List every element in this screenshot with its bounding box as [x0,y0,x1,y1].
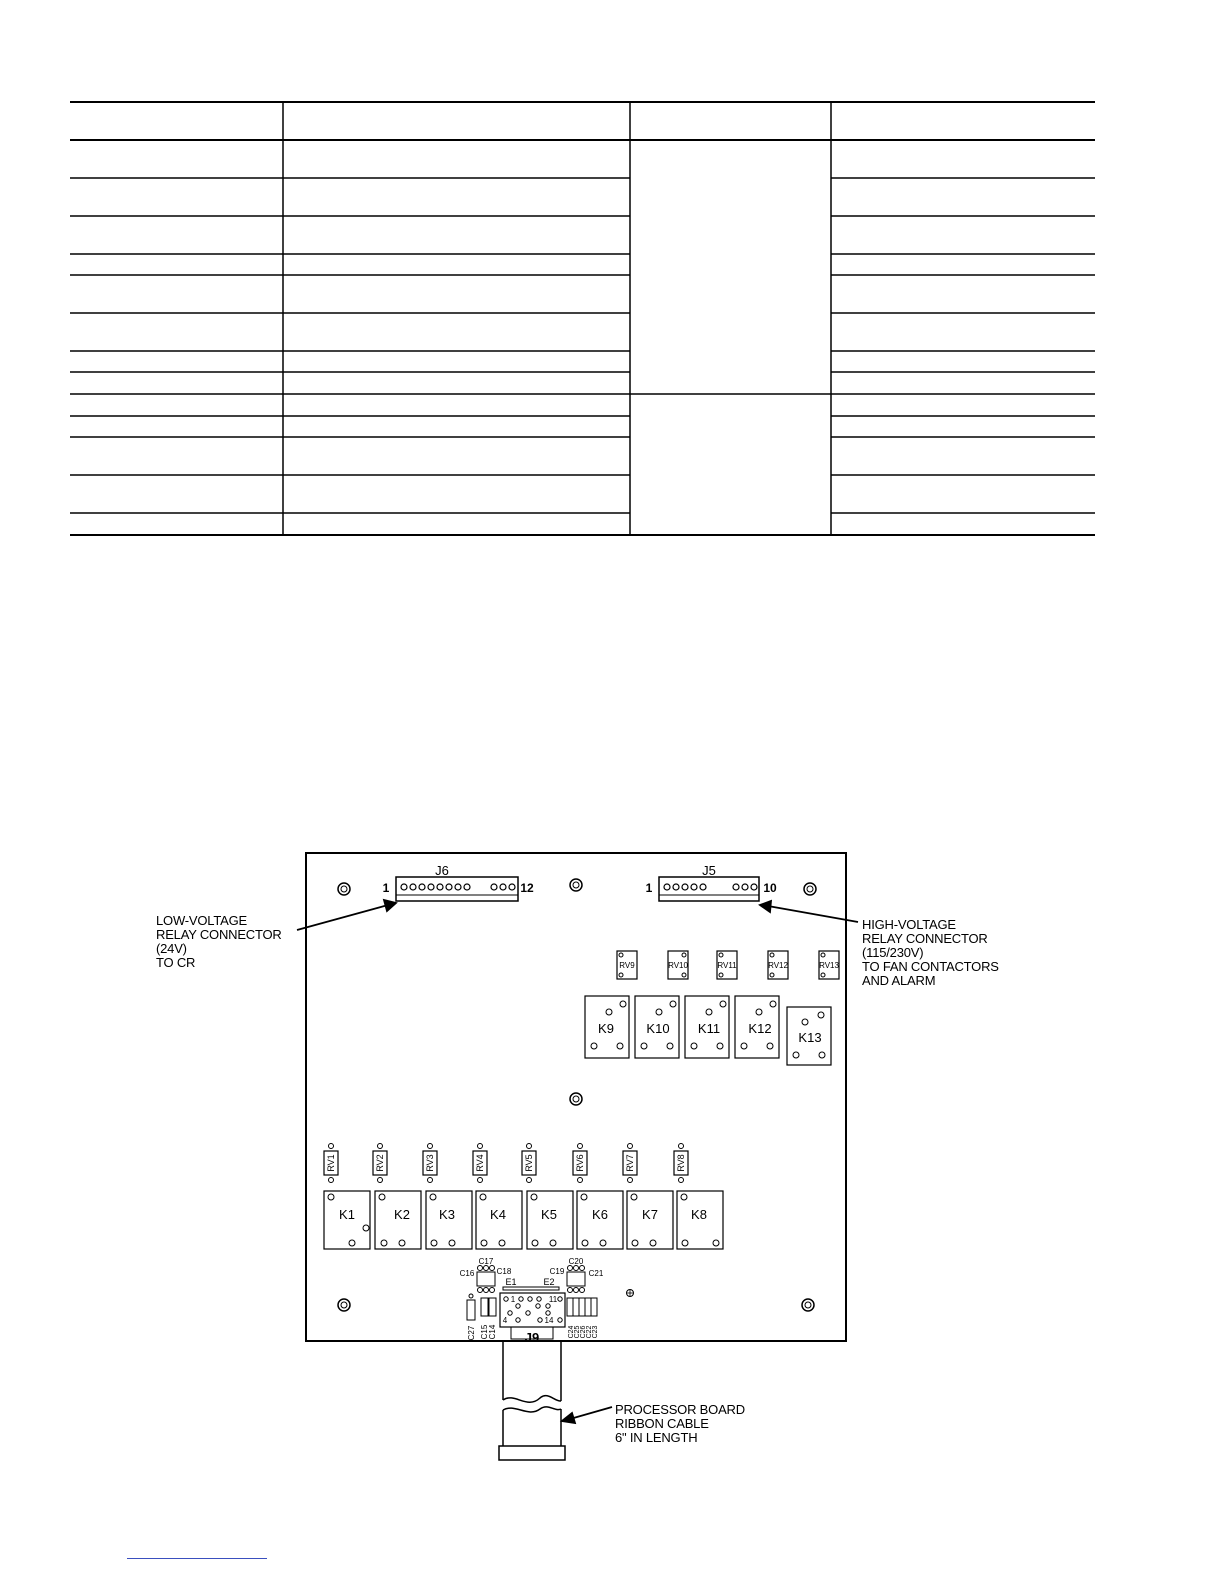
header-pin-1-label: 1 [510,1295,516,1304]
relay-k1-label: K1 [339,1207,355,1222]
header-pin-4-label: 4 [502,1316,508,1325]
varistor-rv9-label: RV9 [619,961,635,970]
relay-k11 [685,996,729,1058]
jumper-e2-label: E2 [543,1277,555,1287]
callout-line: TO FAN CONTACTORS [862,959,999,974]
varistor-rv13-label: RV13 [819,961,839,970]
varistor-rv3 [423,1144,437,1183]
callout-line: RELAY CONNECTOR [156,927,282,942]
connector-j6-pin-last: 12 [520,881,534,895]
capacitor-c21-label: C21 [588,1269,604,1278]
relay-k6-label: K6 [592,1207,608,1222]
header-pin-14-label: 14 [544,1316,554,1325]
varistor-rv2 [373,1144,387,1183]
varistor-rv6-label: RV6 [575,1154,585,1172]
jumper-e1-label: E1 [505,1277,517,1287]
varistor-rv7 [623,1144,637,1183]
capacitor-c22-label: C22 [586,1325,593,1339]
varistor-rv11-label: RV11 [717,961,737,970]
relay-k12 [735,996,779,1058]
capacitor-c18-label: C18 [496,1267,512,1276]
connector-j6-label: J6 [435,863,449,878]
varistor-rv4 [473,1144,487,1183]
ribbon-cable [499,1341,565,1460]
capacitor-c27-label: C27 [467,1325,476,1341]
relay-k1 [324,1191,370,1249]
capacitor-c24-label: C24 [568,1325,575,1339]
varistor-rv1 [324,1144,338,1183]
ribbon-cable-callout [615,1403,745,1445]
connector-j5 [646,863,777,901]
varistor-rv7-label: RV7 [625,1154,635,1172]
callout-line: AND ALARM [862,973,936,988]
callout-line: (24V) [156,941,187,956]
relay-k8-label: K8 [691,1207,707,1222]
varistor-rv8 [674,1144,688,1183]
capacitor-c16-label: C16 [459,1269,475,1278]
varistor-rv10 [668,951,688,979]
header-pin-11-label: 11 [548,1295,558,1304]
relay-k7 [627,1191,673,1249]
varistor-rv5-label: RV5 [524,1154,534,1172]
relay-k12-label: K12 [748,1021,772,1036]
varistor-rv6 [573,1144,587,1183]
relay-k9 [585,996,629,1058]
capacitor-c19-label: C19 [549,1267,565,1276]
upper-varistors [617,951,839,979]
capacitor-c23-label: C23 [592,1325,599,1339]
relay-k10 [635,996,679,1058]
varistor-rv5 [522,1144,536,1183]
capacitor-c14-label: C14 [488,1324,497,1340]
relay-k4 [476,1191,522,1249]
relay-k2 [375,1191,421,1249]
connector-j5-pin-last: 10 [763,881,777,895]
relay-k11-label: K11 [697,1021,721,1036]
varistor-rv1-label: RV1 [326,1154,336,1172]
relay-k3-label: K3 [439,1207,455,1222]
callout-line: HIGH-VOLTAGE [862,917,956,932]
callout-line: RELAY CONNECTOR [862,931,988,946]
capacitor-c17-label: C17 [478,1257,494,1266]
callout-line: RIBBON CABLE [615,1416,709,1431]
callout-line: LOW-VOLTAGE [156,913,247,928]
varistor-rv2-label: RV2 [375,1154,385,1172]
callout-line: 6" IN LENGTH [615,1430,698,1445]
relay-k8 [677,1191,723,1249]
relay-k5 [527,1191,573,1249]
relay-k10-label: K10 [646,1021,670,1036]
varistor-rv8-label: RV8 [676,1154,686,1172]
low-voltage-callout [156,914,282,970]
capacitor-c26-label: C26 [580,1325,587,1339]
relay-k13 [787,1007,831,1065]
relay-k4-label: K4 [490,1207,506,1222]
capacitor-c20-label: C20 [568,1257,584,1266]
callout-line: (115/230V) [862,945,924,960]
capacitor-c25-label: C25 [574,1325,581,1339]
high-voltage-callout [862,918,999,988]
relay-k9-label: K9 [598,1021,614,1036]
connector-j5-label: J5 [702,863,716,878]
connector-j5-pin-first: 1 [645,881,653,895]
varistor-rv11 [717,951,737,979]
jumper-e1-e2 [503,1277,559,1290]
varistor-rv12 [768,951,788,979]
varistor-rv10-label: RV10 [668,961,688,970]
capacitor-c15-label: C15 [480,1324,489,1340]
upper-relays [585,996,831,1065]
footer-rule [127,1558,267,1559]
lower-relays [324,1191,723,1249]
connector-j6 [383,863,534,901]
lower-varistors [324,1144,688,1183]
relay-k2-label: K2 [394,1207,410,1222]
callout-line: PROCESSOR BOARD [615,1402,745,1417]
varistor-rv9 [617,951,637,979]
relay-k3 [426,1191,472,1249]
varistor-rv12-label: RV12 [768,961,788,970]
relay-k13-label: K13 [798,1030,822,1045]
callout-line: TO CR [156,955,196,970]
relay-k6 [577,1191,623,1249]
connector-j9-label: J9 [524,1330,540,1345]
connector-j6-pin-first: 1 [382,881,390,895]
varistor-rv13 [819,951,839,979]
varistor-rv3-label: RV3 [425,1154,435,1172]
relay-k7-label: K7 [642,1207,658,1222]
relay-k5-label: K5 [541,1207,557,1222]
varistor-rv4-label: RV4 [475,1154,485,1172]
board-outline [306,853,846,1341]
